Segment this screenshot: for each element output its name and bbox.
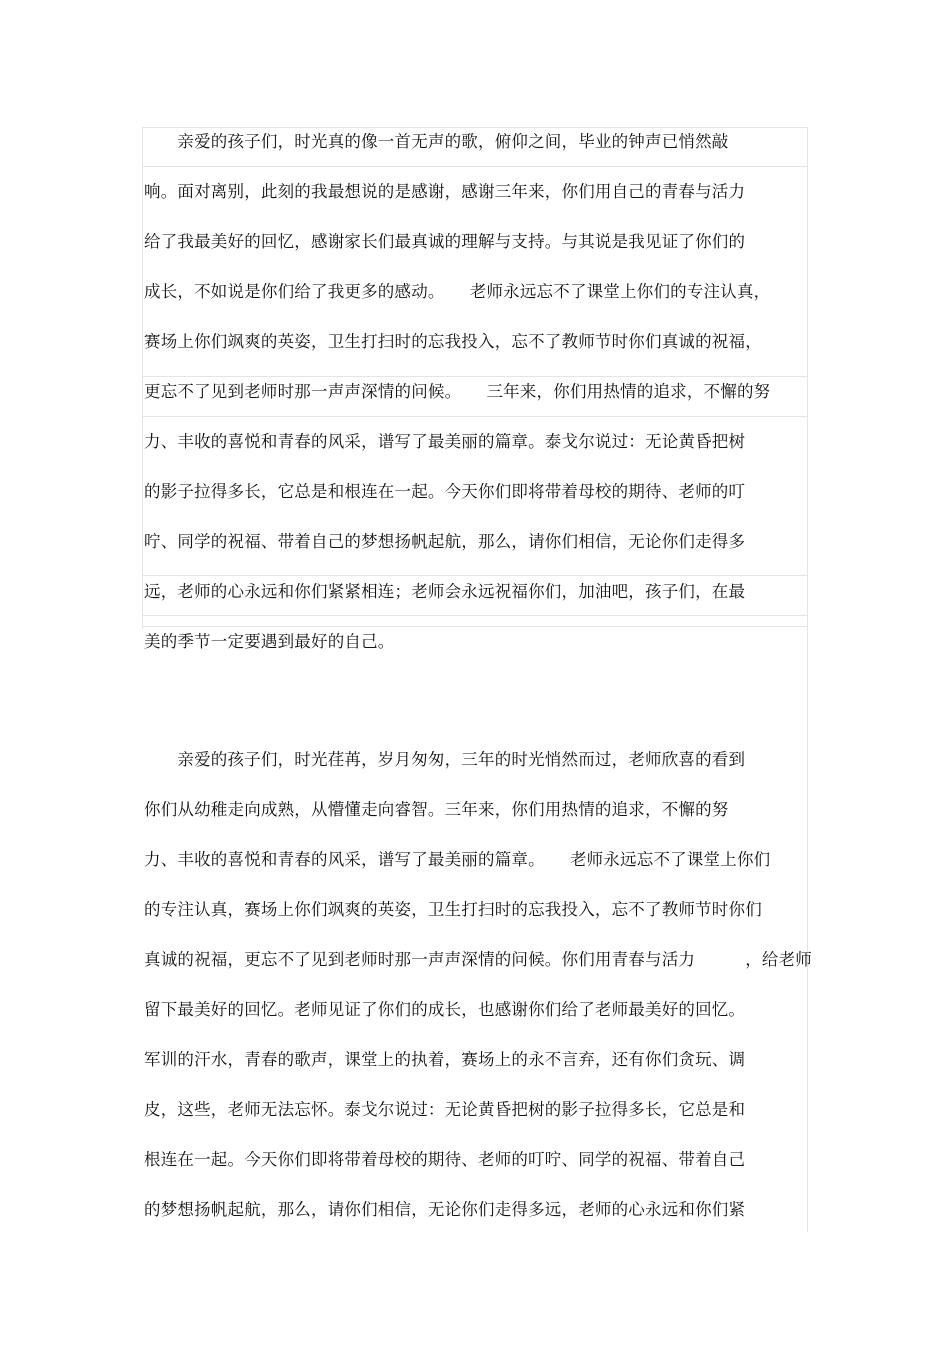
text-line: 更忘不了见到老师时那一声声深情的问候。 三年来，你们用热情的追求，不懈的努 <box>144 382 771 401</box>
text-line: 成长，不如说是你们给了我更多的感动。 老师永远忘不了课堂上你们的专注认真， <box>144 282 771 301</box>
text-line: 的影子拉得多长，它总是和根连在一起。今天你们即将带着母校的期待、老师的叮 <box>144 482 746 501</box>
text-line: 亲爱的孩子们，时光荏苒，岁月匆匆，三年的时光悄然而过，老师欣喜的看到 <box>144 750 746 769</box>
text-line: 军训的汗水，青春的歌声，课堂上的执着，赛场上的永不言弃，还有你们贪玩、调 <box>144 1050 746 1069</box>
text-line: 响。面对离别，此刻的我最想说的是感谢，感谢三年来，你们用自己的青春与活力 <box>144 182 746 201</box>
text-line: 真诚的祝福，更忘不了见到老师时那一声声深情的问候。你们用青春与活力 ，给老师 <box>144 950 812 969</box>
text-line: 根连在一起。今天你们即将带着母校的期待、老师的叮咛、同学的祝福、带着自己 <box>144 1150 746 1169</box>
text-line: 远，老师的心永远和你们紧紧相连；老师会永远祝福你们，加油吧，孩子们，在最 <box>144 582 746 601</box>
text-line: 力、丰收的喜悦和青春的风采，谱写了最美丽的篇章。泰戈尔说过：无论黄昏把树 <box>144 432 746 451</box>
text-line: 赛场上你们飒爽的英姿，卫生打扫时的忘我投入，忘不了教师节时你们真诚的祝福， <box>144 332 762 351</box>
text-line: 你们从幼稚走向成熟，从懵懂走向睿智。三年来，你们用热情的追求，不懈的努 <box>144 800 729 819</box>
text-line: 咛、同学的祝福、带着自己的梦想扬帆起航，那么，请你们相信，无论你们走得多 <box>144 532 746 551</box>
table-frame-bottom <box>142 626 808 1232</box>
text-line: 的梦想扬帆起航，那么，请你们相信，无论你们走得多远，老师的心永远和你们紧 <box>144 1200 746 1219</box>
table-rule-right <box>807 167 808 627</box>
text-line: 给了我最美好的回忆，感谢家长们最真诚的理解与支持。与其说是我见证了你们的 <box>144 232 746 251</box>
table-rule-left <box>142 167 143 629</box>
text-line: 亲爱的孩子们，时光真的像一首无声的歌，俯仰之间，毕业的钟声已悄然敲 <box>144 132 729 151</box>
text-line: 力、丰收的喜悦和青春的风采，谱写了最美丽的篇章。 老师永远忘不了课堂上你们 <box>144 850 771 869</box>
text-line: 美的季节一定要遇到最好的自己。 <box>144 632 395 651</box>
text-line: 皮，这些，老师无法忘怀。泰戈尔说过：无论黄昏把树的影子拉得多长，它总是和 <box>144 1100 746 1119</box>
text-line: 的专注认真，赛场上你们飒爽的英姿，卫生打扫时的忘我投入，忘不了教师节时你们 <box>144 900 762 919</box>
text-line: 留下最美好的回忆。老师见证了你们的成长，也感谢你们给了老师最美好的回忆。 <box>144 1000 746 1019</box>
